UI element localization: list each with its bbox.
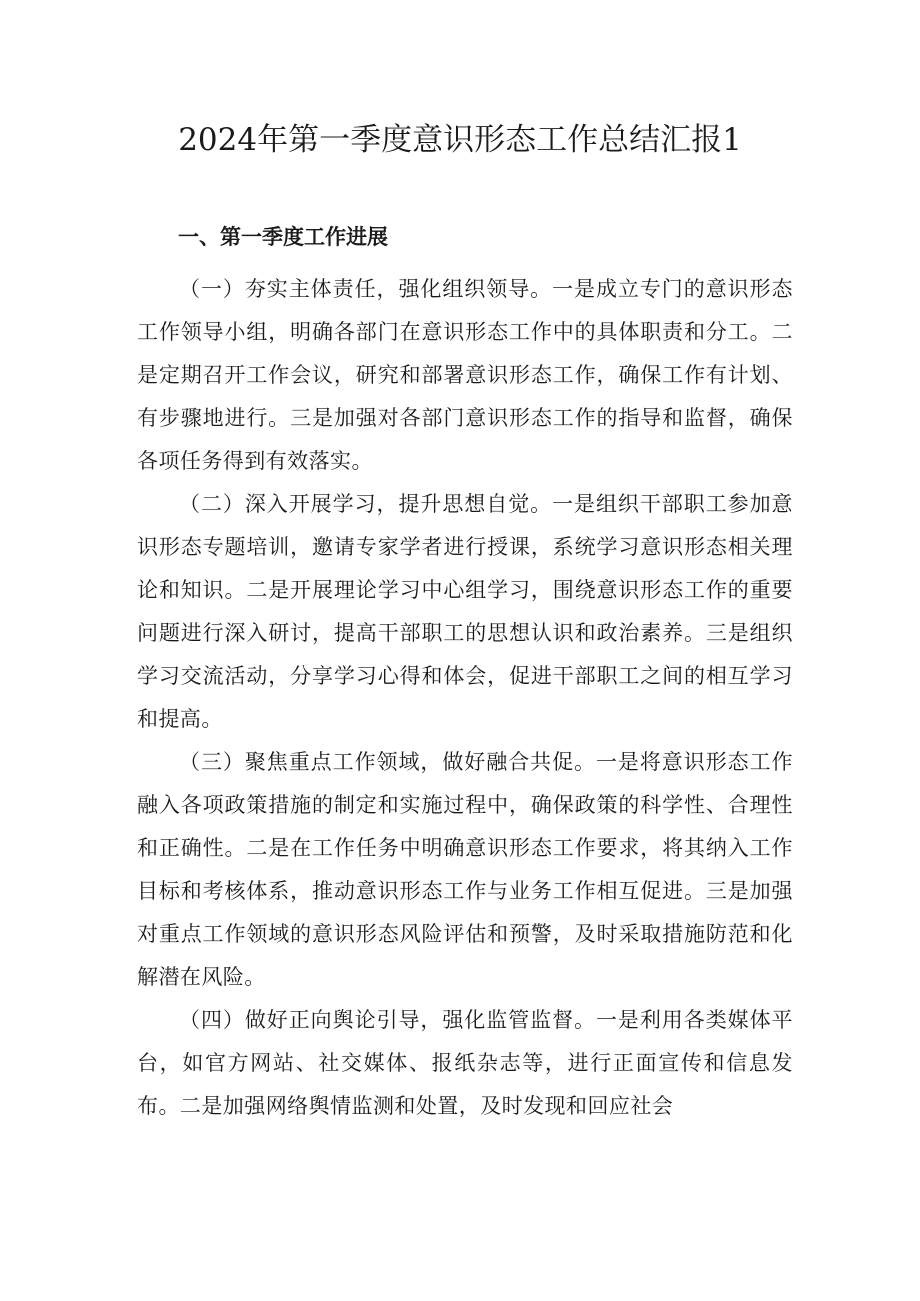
paragraph-1: （一）夯实主体责任，强化组织领导。一是成立专门的意识形态工作领导小组，明确各部门在意识形态工作中的具体职责和分工。二是定期召开工作会议，研究和部署意识形态工作，确保工作有计划、有步骤地进行。三是加强对各部门意识形态工作的指导和监督，确保各项任务得到有效落实。 bbox=[137, 277, 793, 473]
paragraph-4: （四）做好正向舆论引导，强化监管监督。一是利用各类媒体平台，如官方网站、社交媒体、报纸杂志等，进行正面宣传和信息发布。二是加强网络舆情监测和处置，及时发现和回应社会 bbox=[137, 1008, 793, 1118]
paragraph-3: （三）聚焦重点工作领域，做好融合共促。一是将意识形态工作融入各项政策措施的制定和实施过程中，确保政策的科学性、合理性和正确性。二是在工作任务中明确意识形态工作要求，将其纳入工作目标和考核体系，推动意识形态工作与业务工作相互促进。三是加强对重点工作领域的意识形态风险评估和预警，及时采取措施防范和化解潜在风险。 bbox=[137, 750, 793, 989]
document-body bbox=[137, 268, 793, 1128]
section-heading: 一、第一季度工作进展 bbox=[178, 225, 388, 249]
document-title: 2024年第一季度意识形态工作总结汇报1 bbox=[178, 122, 742, 158]
paragraph-2: （二）深入开展学习，提升思想自觉。一是组织干部职工参加意识形态专题培训，邀请专家学者进行授课，系统学习意识形态相关理论和知识。二是开展理论学习中心组学习，围绕意识形态工作的重要问题进行深入研讨，提高干部职工的思想认识和政治素养。三是组织学习交流活动，分享学习心得和体会，促进干部职工之间的相互学习和提高。 bbox=[137, 492, 793, 731]
